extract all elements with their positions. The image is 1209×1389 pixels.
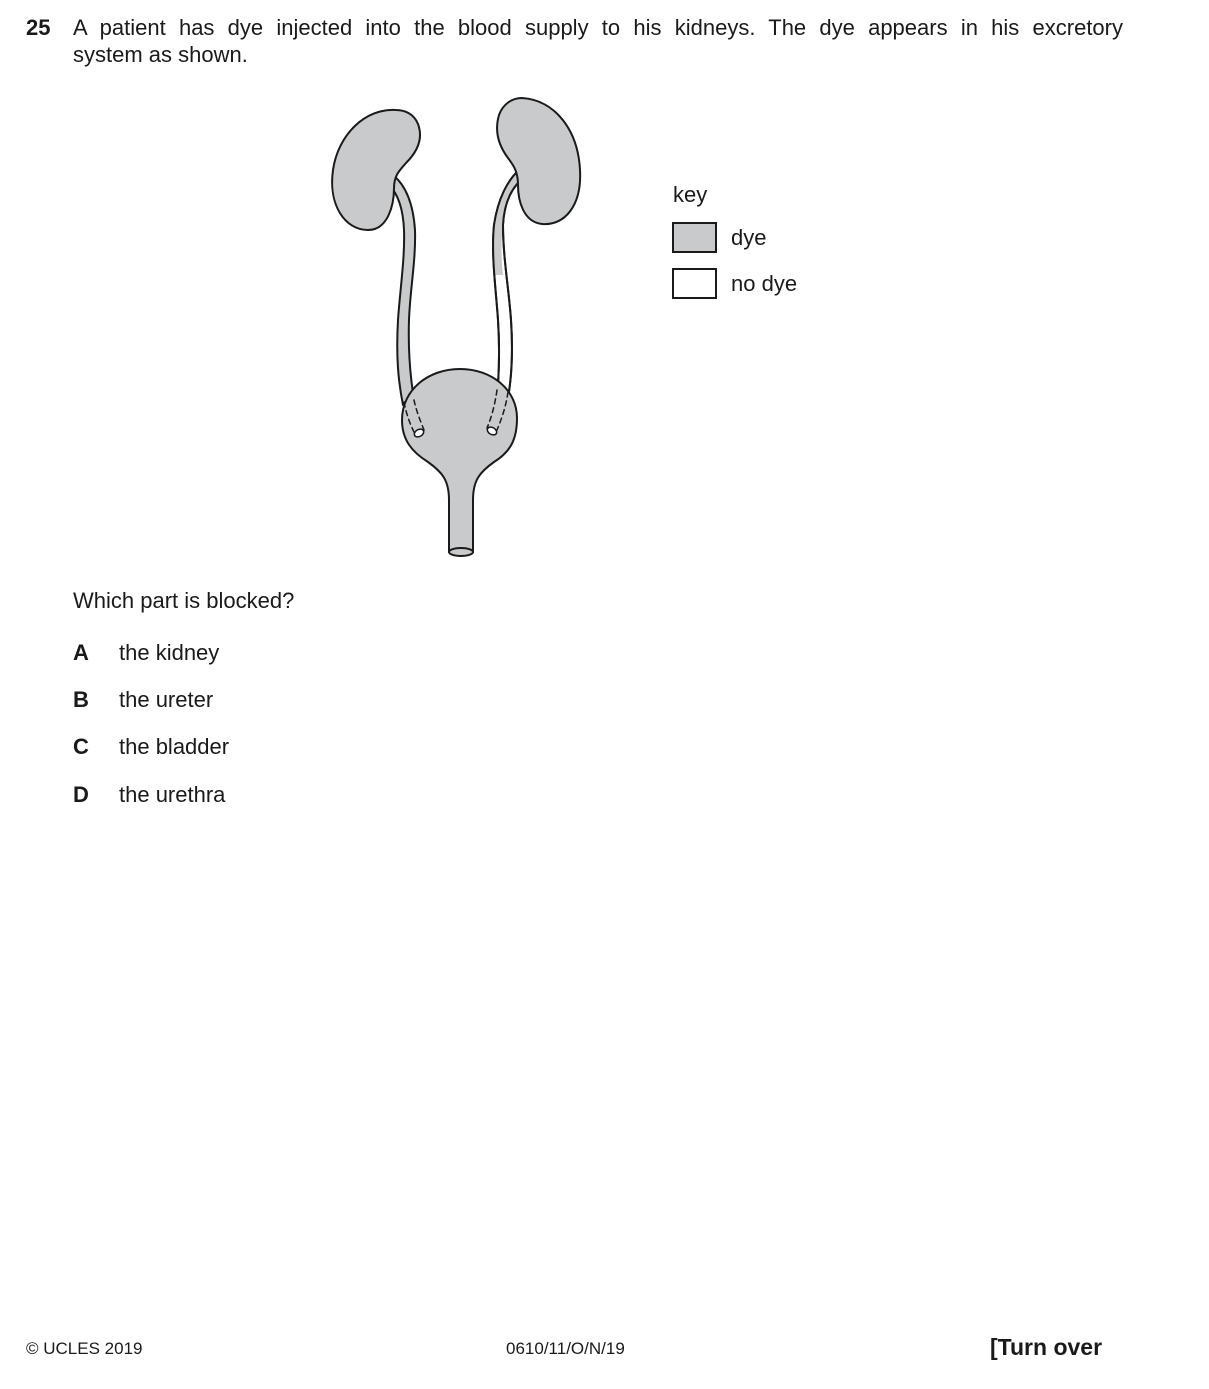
right-kidney	[497, 98, 580, 224]
option-text: the bladder	[119, 734, 230, 759]
footer-copyright: © UCLES 2019	[26, 1339, 143, 1358]
footer-turn-over: [Turn over	[990, 1334, 1103, 1360]
key-swatch-no-dye	[672, 268, 717, 299]
option-letter: D	[73, 782, 89, 807]
left-ureter	[389, 175, 415, 405]
option-letter: A	[73, 640, 89, 665]
option-text: the ureter	[119, 687, 214, 712]
key-swatch-dye	[672, 222, 717, 253]
option-text: the urethra	[119, 782, 226, 807]
footer-paper-code: 0610/11/O/N/19	[506, 1339, 625, 1358]
urethra-opening	[449, 548, 473, 556]
question-prompt: Which part is blocked?	[73, 588, 295, 613]
excretory-system-diagram	[320, 90, 600, 570]
question-number: 25	[26, 15, 51, 40]
key-title: key	[673, 182, 708, 207]
question-text	[73, 14, 1123, 68]
option-letter: C	[73, 734, 89, 759]
option-letter: B	[73, 687, 89, 712]
key-label-dye: dye	[731, 225, 767, 250]
question-text-line-1: A patient has dye injected into the blood supply to his kidneys. The dye appears in his excretory	[73, 15, 1123, 40]
question-text-line-2: system as shown.	[73, 42, 248, 67]
option-text: the kidney	[119, 640, 220, 665]
key-label-no-dye: no dye	[731, 271, 798, 296]
bladder	[402, 369, 517, 552]
